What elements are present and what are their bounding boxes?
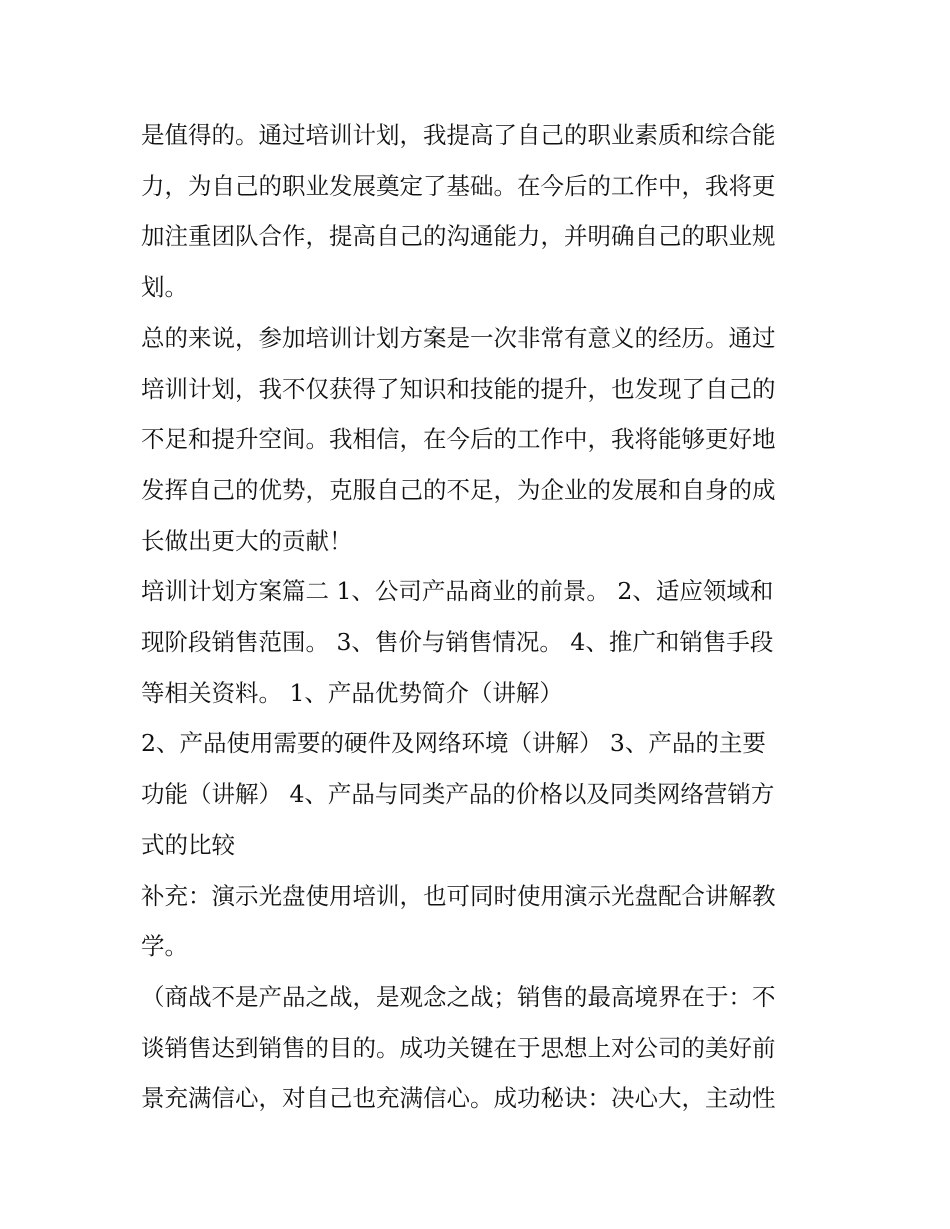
text-line: 总的来说，参加培训计划方案是一次非常有意义的经历。通过 bbox=[141, 323, 776, 352]
text-line: 学。 bbox=[141, 932, 188, 961]
text-line: 式的比较 bbox=[141, 830, 235, 859]
text-line: （商战不是产品之战，是观念之战；销售的最高境界在于：不 bbox=[141, 982, 776, 1011]
text-line: 长做出更大的贡献！ bbox=[141, 526, 353, 555]
text-line: 2、产品使用需要的硬件及网络环境（讲解） 3、产品的主要 bbox=[141, 729, 766, 758]
text-line: 现阶段销售范围。 3、售价与销售情况。 4、推广和销售手段 bbox=[141, 628, 774, 657]
paragraph-6 bbox=[141, 972, 821, 1124]
text-line: 培训计划方案篇二 1、公司产品商业的前景。 2、适应领域和 bbox=[141, 577, 774, 606]
text-line: 不足和提升空间。我相信，在今后的工作中，我将能够更好地 bbox=[141, 425, 776, 454]
text-line: 发挥自己的优势，克服自己的不足，为企业的发展和自身的成 bbox=[141, 475, 776, 504]
text-line: 培训计划，我不仅获得了知识和技能的提升，也发现了自己的 bbox=[141, 374, 776, 403]
paragraph-4 bbox=[141, 718, 821, 870]
text-line: 是值得的。通过培训计划，我提高了自己的职业素质和综合能 bbox=[141, 121, 776, 149]
text-line: 功能（讲解） 4、产品与同类产品的价格以及同类网络营销方 bbox=[141, 780, 775, 809]
paragraph-5 bbox=[141, 871, 821, 972]
text-line: 谈销售达到销售的目的。成功关键在于思想上对公司的美好前 bbox=[141, 1033, 776, 1062]
text-line: 补充：演示光盘使用培训，也可同时使用演示光盘配合讲解教 bbox=[141, 881, 776, 910]
document-body bbox=[141, 110, 821, 1124]
text-line: 加注重团队合作，提高自己的沟通能力，并明确自己的职业规 bbox=[141, 222, 776, 251]
text-line: 景充满信心，对自己也充满信心。成功秘诀：决心大，主动性 bbox=[141, 1084, 776, 1113]
text-line: 等相关资料。 1、产品优势简介（讲解） bbox=[141, 678, 563, 707]
paragraph-2 bbox=[141, 313, 821, 567]
paragraph-3 bbox=[141, 566, 821, 718]
text-line: 划。 bbox=[141, 273, 188, 302]
paragraph-1 bbox=[141, 110, 821, 313]
text-line: 力，为自己的职业发展奠定了基础。在今后的工作中，我将更 bbox=[141, 171, 776, 200]
